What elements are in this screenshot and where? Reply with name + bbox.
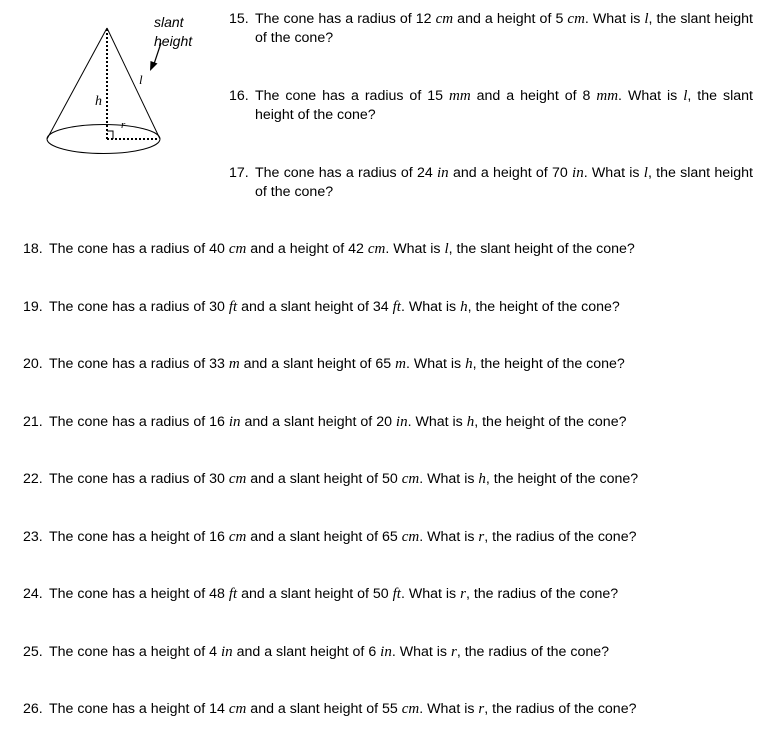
unit: in xyxy=(395,414,408,430)
unit: cm xyxy=(435,11,454,27)
problem-number: 17. xyxy=(229,165,249,181)
problem-number: 22. xyxy=(23,471,43,487)
problem-text xyxy=(49,355,625,374)
problem-text xyxy=(255,164,753,202)
text-segment: 65 xyxy=(375,356,396,372)
problem-text xyxy=(49,470,638,489)
text-segment: 33 xyxy=(209,356,229,372)
text-segment: and a slant height of xyxy=(246,471,383,487)
text-segment: , the height of the cone? xyxy=(467,299,620,315)
text-segment: The cone has a radius of xyxy=(49,241,210,257)
text-segment: . What is xyxy=(419,471,479,487)
text-segment: The cone has a height of xyxy=(49,529,210,545)
text-segment: . What is xyxy=(583,165,644,181)
problem-text xyxy=(49,298,620,317)
unit: cm xyxy=(367,241,386,257)
text-segment: 8 xyxy=(582,88,597,104)
text-segment: and a slant height of xyxy=(246,701,383,717)
text-segment: 34 xyxy=(372,299,393,315)
problem-text xyxy=(255,87,753,125)
text-segment: The cone has a radius of xyxy=(255,165,417,181)
text-segment: , the radius of the cone? xyxy=(456,644,610,660)
text-segment: The cone has a height of xyxy=(49,586,210,602)
problem-text xyxy=(49,643,609,662)
unit: m xyxy=(395,356,406,372)
text-segment: 50 xyxy=(382,471,402,487)
text-segment: 20 xyxy=(376,414,396,430)
text-segment: 12 xyxy=(415,11,436,27)
text-segment: 24 xyxy=(416,165,438,181)
text-segment: and a height of xyxy=(453,11,556,27)
problem-number: 18. xyxy=(23,241,43,257)
unit: cm xyxy=(228,701,247,717)
text-segment: . What is xyxy=(400,299,461,315)
r-label: r xyxy=(121,119,126,131)
text-segment: The cone has a radius of xyxy=(49,414,210,430)
variable: h xyxy=(460,299,468,315)
text-segment: , the slant height of the cone? xyxy=(448,241,635,257)
text-segment: . What is xyxy=(405,356,466,372)
unit: ft xyxy=(392,299,401,315)
text-segment: 15 xyxy=(427,88,449,104)
text-segment: 48 xyxy=(209,586,229,602)
cone-diagram xyxy=(40,8,220,163)
unit: cm xyxy=(228,529,247,545)
text-segment: The cone has a radius of xyxy=(49,471,210,487)
text-segment: 70 xyxy=(552,165,573,181)
problem-number: 20. xyxy=(23,356,43,372)
text-segment: 4 xyxy=(209,644,221,660)
unit: cm xyxy=(228,241,247,257)
text-segment: The cone has a radius of xyxy=(49,299,210,315)
problem-number: 21. xyxy=(23,414,43,430)
h-label: h xyxy=(95,94,102,109)
unit: cm xyxy=(567,11,585,27)
unit: mm xyxy=(596,88,619,104)
text-segment: 16 xyxy=(209,414,229,430)
variable: h xyxy=(478,471,486,487)
variable: l xyxy=(683,88,688,104)
text-segment: 42 xyxy=(348,241,368,257)
unit: in xyxy=(220,644,233,660)
text-segment: , the height of the cone? xyxy=(474,414,627,430)
text-segment: 65 xyxy=(382,529,402,545)
text-segment: , the slant height of the cone? xyxy=(255,11,753,46)
text-segment: . What is xyxy=(407,414,467,430)
variable: r xyxy=(450,644,457,660)
text-segment: and a slant height of xyxy=(237,299,373,315)
problem-number: 26. xyxy=(23,701,43,717)
text-segment: The cone has a height of xyxy=(49,701,210,717)
text-segment: The cone has a radius of xyxy=(49,356,210,372)
text-segment: and a height of xyxy=(246,241,349,257)
unit: mm xyxy=(448,88,471,104)
problem-text xyxy=(49,240,635,259)
text-segment: . What is xyxy=(419,529,479,545)
problem-number: 16. xyxy=(229,88,249,104)
unit: m xyxy=(228,356,240,372)
problem-number: 24. xyxy=(23,586,43,602)
unit: in xyxy=(572,165,584,181)
l-label: l xyxy=(139,72,143,87)
text-segment: 55 xyxy=(382,701,402,717)
text-segment: 30 xyxy=(209,299,229,315)
text-segment: The cone has a radius of xyxy=(255,88,428,104)
text-segment: , the slant height of the cone? xyxy=(255,165,753,200)
text-segment: 16 xyxy=(209,529,229,545)
variable: h xyxy=(465,356,473,372)
unit: cm xyxy=(228,471,247,487)
text-segment: , the radius of the cone? xyxy=(484,701,637,717)
variable: h xyxy=(466,414,475,430)
problem-number: 25. xyxy=(23,644,43,660)
unit: cm xyxy=(401,529,420,545)
text-segment: and a slant height of xyxy=(240,414,377,430)
slant-height-label: slant height xyxy=(154,14,193,49)
text-segment: 30 xyxy=(209,471,229,487)
text-segment: , the slant height of the cone? xyxy=(255,88,753,123)
text-segment: 14 xyxy=(209,701,229,717)
unit: in xyxy=(380,644,392,660)
text-segment: and a slant height of xyxy=(239,356,376,372)
unit: cm xyxy=(401,701,420,717)
variable: r xyxy=(460,586,466,602)
unit: ft xyxy=(228,586,238,602)
text-segment: The cone has a height of xyxy=(49,644,210,660)
text-segment: , the height of the cone? xyxy=(485,471,639,487)
unit: ft xyxy=(228,299,238,315)
variable: r xyxy=(478,529,485,545)
problem-text xyxy=(49,528,636,547)
unit: cm xyxy=(401,471,420,487)
text-segment: . What is xyxy=(584,11,645,27)
problem-text xyxy=(49,585,618,604)
text-segment: and a slant height of xyxy=(237,586,373,602)
unit: in xyxy=(228,414,241,430)
problem-text xyxy=(49,700,636,719)
text-segment: . What is xyxy=(385,241,445,257)
unit: in xyxy=(437,165,449,181)
variable: l xyxy=(643,165,648,181)
text-segment: and a slant height of xyxy=(246,529,383,545)
unit: ft xyxy=(392,586,401,602)
problem-number: 19. xyxy=(23,299,43,315)
text-segment: 6 xyxy=(368,644,381,660)
text-segment: and a height of xyxy=(448,165,552,181)
text-segment: 50 xyxy=(372,586,393,602)
text-segment: 40 xyxy=(209,241,229,257)
text-segment: . What is xyxy=(391,644,451,660)
text-segment: . What is xyxy=(618,88,684,104)
problem-text xyxy=(49,413,626,432)
text-segment: . What is xyxy=(400,586,461,602)
problem-number: 23. xyxy=(23,529,43,545)
problem-number: 15. xyxy=(229,11,249,27)
variable: r xyxy=(478,701,485,717)
text-segment: . What is xyxy=(419,701,479,717)
variable: l xyxy=(644,11,649,27)
text-segment: and a height of xyxy=(470,88,583,104)
text-segment: , the radius of the cone? xyxy=(465,586,619,602)
text-segment: and a slant height of xyxy=(232,644,369,660)
text-segment: The cone has a radius of xyxy=(255,11,416,27)
text-segment: , the height of the cone? xyxy=(472,356,625,372)
text-segment: 5 xyxy=(555,11,568,27)
problem-text xyxy=(255,10,753,48)
variable: l xyxy=(444,241,449,257)
text-segment: , the radius of the cone? xyxy=(484,529,637,545)
